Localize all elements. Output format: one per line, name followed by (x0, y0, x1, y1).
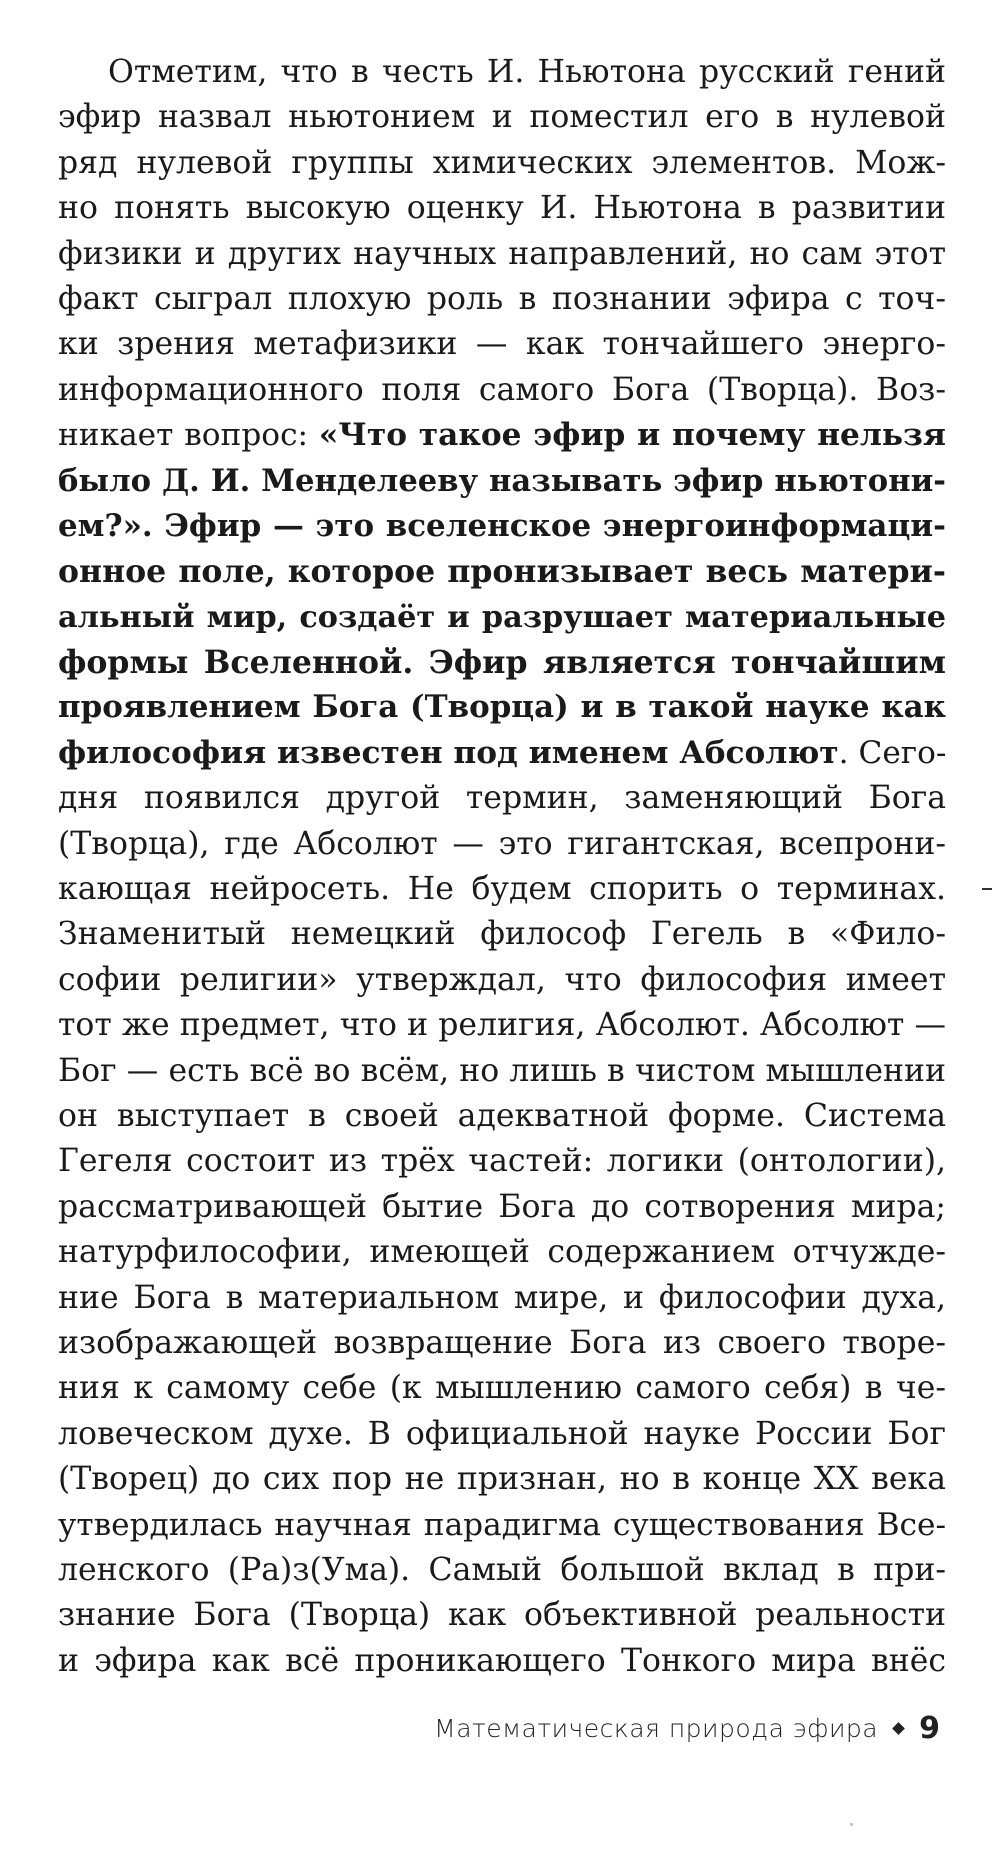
text-segment: (Творца), где Абсолют — это гигантская, всепрони- (58, 825, 946, 862)
text-segment: информационного поля самого Бога (Творца). Воз- (58, 371, 946, 408)
text-line (58, 1003, 946, 1048)
text-segment: физики и других научных направлений, но сам этот (58, 235, 946, 272)
text-line (58, 1276, 946, 1321)
text-line (58, 1321, 946, 1366)
text-line (58, 232, 946, 277)
text-segment: . Сего- (838, 734, 947, 771)
text-segment: натурфилософии, имеющей содержанием отчужде- (58, 1234, 946, 1271)
text-line (58, 1049, 946, 1094)
text-line (58, 504, 946, 549)
text-segment: знание Бога (Творца) как объективной реальности (58, 1597, 946, 1634)
body-text (58, 50, 946, 1684)
text-line (58, 413, 946, 458)
text-line (58, 1548, 946, 1593)
text-line (58, 912, 946, 957)
text-segment: эфир назвал ньютонием и поместил его в нулевой (58, 99, 946, 136)
text-segment: ние Бога в материальном мире, и философии духа, (58, 1279, 946, 1316)
text-segment: дня появился другой термин, заменяющий Бога (58, 780, 946, 817)
text-segment: ряд нулевой группы химических элементов. Мож- (58, 144, 946, 181)
bold-text-segment: формы Вселенной. Эфир является тончайшим (58, 644, 946, 682)
text-line (58, 640, 946, 685)
text-segment: никает вопрос: (58, 417, 319, 454)
text-segment: и эфира как всё проникающего Тонкого мира внёс (58, 1642, 946, 1679)
text-line (58, 1366, 946, 1411)
text-line (58, 277, 946, 322)
text-line (58, 1457, 946, 1502)
text-segment: факт сыграл плохую роль в познании эфира с точ- (58, 280, 946, 317)
bold-text-segment: альный мир, создаёт и разрушает материальные (58, 599, 946, 635)
text-segment: тот же предмет, что и религия, Абсолют. Абсолют — (58, 1007, 946, 1044)
text-line (58, 958, 946, 1003)
text-segment: ки зрения метафизики — как тончайшего энерго- (58, 326, 946, 363)
text-segment: он выступает в своей адекватной форме. Система (58, 1097, 946, 1134)
text-line (58, 731, 946, 776)
text-line (58, 459, 946, 504)
text-line (58, 186, 946, 231)
text-segment: ленского (Ра)з(Ума). Самый большой вклад в при- (58, 1551, 946, 1588)
text-segment: утвердилась научная парадигма существования Все- (58, 1506, 946, 1543)
text-segment: Гегеля состоит из трёх частей: логики (онтологии), (58, 1143, 946, 1180)
text-line (58, 549, 946, 594)
text-segment: ния к самому себе (к мышлению самого себя) в че- (58, 1370, 946, 1407)
bold-text-segment: онное поле, которое пронизывает весь матери- (58, 553, 946, 591)
running-title: Математическая природа эфира (434, 1713, 879, 1743)
bold-text-segment: философия известен под именем Абсолют (58, 734, 839, 771)
text-line (58, 867, 946, 912)
margin-mark (982, 888, 992, 890)
text-segment: Бог — есть всё во всём, но лишь в чистом мышлении (58, 1052, 946, 1089)
bold-text-segment: «Что такое эфир и почему нельзя (318, 417, 946, 454)
text-line (58, 95, 946, 140)
text-segment: изображающей возвращение Бога из своего творе- (58, 1324, 946, 1361)
text-line (58, 1593, 946, 1638)
text-line (58, 1230, 946, 1275)
text-segment: (Творец) до сих пор не признан, но в конце XX века (58, 1461, 946, 1498)
text-line (58, 776, 946, 821)
text-line (58, 595, 946, 640)
text-line (58, 1412, 946, 1457)
text-segment: ловеческом духе. В официальной науке России Бог (58, 1415, 946, 1452)
text-line (58, 1094, 946, 1139)
text-line (58, 368, 946, 413)
footer-bullet-icon (892, 1722, 905, 1735)
bold-text-segment: было Д. И. Менделееву называть эфир ньютони- (58, 462, 946, 499)
scan-speck (850, 1823, 853, 1826)
text-line (58, 1639, 946, 1684)
text-line (58, 1185, 946, 1230)
running-footer (434, 1708, 940, 1748)
text-segment: Отметим, что в честь И. Ньютона русский гений (108, 54, 946, 90)
text-line (58, 685, 946, 730)
text-segment: рассматривающей бытие Бога до сотворения мира; (58, 1188, 946, 1225)
text-line (58, 1139, 946, 1184)
bold-text-segment: проявлением Бога (Творца) и в такой науке как (58, 689, 946, 726)
page-number: 9 (919, 1710, 940, 1746)
text-segment: Знаменитый немецкий философ Гегель в «Фило- (58, 916, 946, 953)
text-line (58, 1503, 946, 1548)
text-line (58, 322, 946, 367)
bold-text-segment: ем?». Эфир — это вселенское энергоинформаци- (58, 507, 946, 544)
text-segment: софии религии» утверждал, что философия имеет (58, 961, 946, 998)
text-segment: кающая нейросеть. Не будем спорить о терминах. (58, 871, 946, 908)
text-line (58, 50, 946, 95)
text-line (58, 141, 946, 186)
text-line (58, 822, 946, 867)
text-segment: но понять высокую оценку И. Ньютона в развитии (58, 190, 946, 227)
